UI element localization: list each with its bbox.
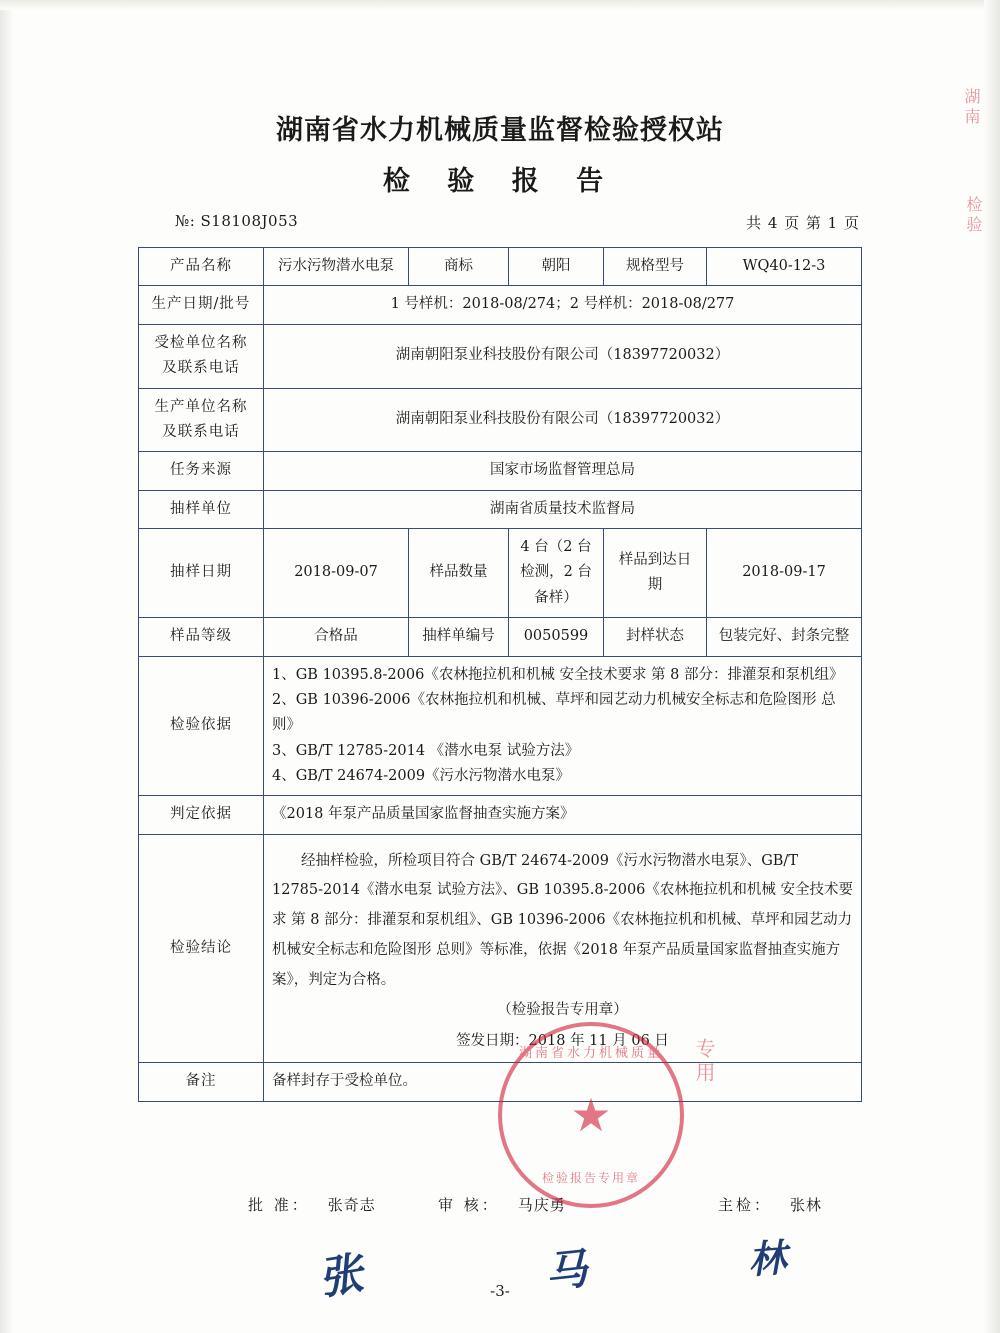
arrival-date-value: 2018-09-17: [707, 529, 862, 618]
table-row: [139, 618, 862, 656]
basis-label: 检验依据: [139, 656, 264, 796]
inspected-unit-label: 受检单位名称及联系电话: [139, 324, 264, 388]
producer-unit-value: 湖南朝阳泵业科技股份有限公司（18397720032）: [264, 388, 862, 452]
sampling-unit-value: 湖南省质量技术监督局: [264, 490, 862, 528]
sample-grade-value: 合格品: [264, 618, 409, 656]
stamp-fragment-conclusion: 专用: [692, 1038, 716, 1086]
sample-grade-label: 样品等级: [139, 618, 264, 656]
sample-qty-label: 样品数量: [409, 529, 509, 618]
product-name-label: 产品名称: [139, 248, 264, 286]
conclusion-value: [264, 834, 862, 1062]
conclusion-issue-date: 签发日期：2018 年 11 月 06 日: [456, 1032, 669, 1049]
seal-state-label: 封样状态: [604, 618, 707, 656]
producer-unit-label: 生产单位名称及联系电话: [139, 388, 264, 452]
stamp-arc-top-text: 湖南省水力机械质量: [518, 1046, 663, 1061]
judgement-label: 判定依据: [139, 796, 264, 834]
review-name: 马庆勇: [517, 1196, 566, 1214]
production-date-value: 1 号样机：2018-08/274；2 号样机：2018-08/277: [264, 286, 862, 324]
production-date-label: 生产日期/批号: [139, 286, 264, 324]
stamp-arc-bottom-text: 检验报告专用章: [541, 1171, 640, 1185]
table-row: [139, 529, 862, 618]
table-row: [139, 1063, 862, 1101]
document-title-block: [0, 108, 1000, 198]
basis-line: 3、GB/T 12785-2014 《潜水电泵 试验方法》: [272, 742, 580, 759]
paper-edge-left: [0, 0, 14, 1333]
table-row: [139, 324, 862, 388]
basis-line: 2、GB 10396-2006《农林拖拉机和机械、草坪和园艺动力机械安全标志和危险图形 总则》: [272, 691, 836, 734]
arrival-date-label: 样品到达日期: [604, 529, 707, 618]
handwritten-signature-approve: 张: [314, 1247, 367, 1306]
sample-qty-value: 4 台（2 台检测，2 台备样）: [509, 529, 604, 618]
star-icon: ★: [570, 1088, 612, 1142]
basis-value: [264, 656, 862, 796]
inspected-unit-value: 湖南朝阳泵业科技股份有限公司（18397720032）: [264, 324, 862, 388]
task-source-label: 任务来源: [139, 452, 264, 490]
sampling-date-label: 抽样日期: [139, 529, 264, 618]
table-row: [139, 796, 862, 834]
table-row: [139, 248, 862, 286]
sampling-date-value: 2018-09-07: [264, 529, 409, 618]
product-name-value: 污水污物潜水电泵: [264, 248, 409, 286]
model-label: 规格型号: [604, 248, 707, 286]
table-row: [139, 490, 862, 528]
sampling-no-label: 抽样单编号: [409, 618, 509, 656]
remark-value: 备样封存于受检单位。: [264, 1063, 862, 1101]
approve-label: 批 准：: [248, 1196, 310, 1214]
page-subtitle: 检 验 报 告: [382, 166, 618, 197]
model-value: WQ40-12-3: [707, 248, 862, 286]
chief-name: 张林: [790, 1196, 823, 1214]
judgement-value: 《2018 年泵产品质量国家监督抽查实施方案》: [264, 796, 862, 834]
conclusion-label: 检验结论: [139, 834, 264, 1062]
basis-line: 1、GB 10395.8-2006《农林拖拉机和机械 安全技术要求 第 8 部分：排灌泵和泵机组》: [272, 666, 844, 683]
chief-inspector-signature: [718, 1194, 822, 1215]
stamp-fragment-top-right: 湖南: [962, 88, 981, 128]
inspection-report-table: [138, 247, 862, 1102]
review-label: 审 核：: [438, 1196, 500, 1214]
handwritten-signature-review: 马: [542, 1243, 590, 1298]
handwritten-signature-chief: 林: [746, 1234, 788, 1283]
approve-name: 张奇志: [327, 1196, 376, 1214]
page-count-label: 共 4 页 第 1 页: [746, 214, 860, 232]
seal-state-value: 包装完好、封条完整: [707, 618, 862, 656]
basis-line: 4、GB/T 24674-2009《污水污物潜水电泵》: [272, 768, 571, 784]
paper-edge-top: [0, 0, 1000, 10]
chief-label: 主检：: [718, 1196, 773, 1214]
table-row: [139, 286, 862, 324]
report-number: №: S18108J053: [175, 212, 299, 230]
brand-value: 朝阳: [509, 248, 604, 286]
approve-signature: [248, 1194, 376, 1215]
conclusion-seal-text: （检验报告专用章）: [497, 1002, 628, 1019]
sampling-no-value: 0050599: [509, 618, 604, 656]
brand-label: 商标: [409, 248, 509, 286]
task-source-value: 国家市场监督管理总局: [264, 452, 862, 490]
paper-edge-right: [984, 0, 1000, 1333]
conclusion-text: 经抽样检验，所检项目符合 GB/T 24674-2009《污水污物潜水电泵》、GB/T 12785-2014《潜水电泵 试验方法》、GB 10395.8-2006《农林拖拉机和机械 安全技术要求 第 8 部分：排灌泵和泵机组》、GB 10396-2006《农林拖拉机和机械、草坪和园艺动力机械安全标志和危险图形 总则》等标准，依据《2018 年泵产品质量国家监督抽查实施方案》，判定为合格。: [272, 852, 854, 988]
sampling-unit-label: 抽样单位: [139, 490, 264, 528]
review-signature: [438, 1194, 566, 1215]
remark-label: 备注: [139, 1063, 264, 1101]
table-row: [139, 452, 862, 490]
page-number: -3-: [490, 1282, 510, 1300]
page-title: 湖南省水力机械质量监督检验授权站: [276, 115, 724, 146]
table-row: [139, 656, 862, 796]
table-row: [139, 834, 862, 1062]
table-row: [139, 388, 862, 452]
stamp-fragment-right: 检验: [964, 196, 983, 236]
